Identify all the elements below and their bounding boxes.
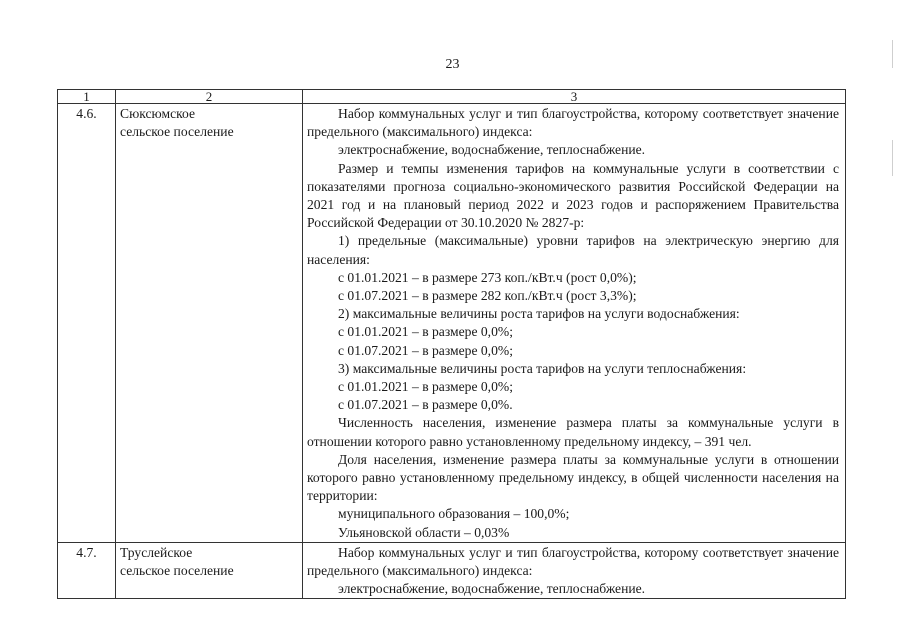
row-number: 4.7.	[58, 542, 116, 599]
paragraph: Численность населения, изменение размера платы за коммунальные услуги в отношении которого равно установленному предельному индексу, – 391 чел.	[307, 415, 839, 449]
table-row	[58, 542, 846, 599]
paragraph: электроснабжение, водоснабжение, теплоснабжение.	[338, 581, 646, 597]
settlement-name-line: Труслейское	[120, 544, 193, 560]
paragraph: Доля населения, изменение размера платы за коммунальные услуги в отношении которого равно установленному предельному индексу, в общей численности населения на территории:	[307, 451, 839, 504]
paragraph: электроснабжение, водоснабжение, теплоснабжение.	[338, 142, 646, 158]
paragraph: Набор коммунальных услуг и тип благоустройства, которому соответствует значение предельного (максимального) индекса:	[307, 544, 839, 579]
row-content	[303, 104, 846, 543]
paragraph: Набор коммунальных услуг и тип благоустройства, которому соответствует значение предельного (максимального) индекса:	[307, 106, 839, 140]
settlement-name-line: сельское поселение	[120, 124, 234, 140]
settlement-name-line: Сюксюмское	[120, 106, 196, 121]
settlement-name	[116, 104, 303, 543]
paragraph: Размер и темпы изменения тарифов на коммунальные услуги в соответствии с показателями прогноза социально-экономического развития Российской Федерации на 2021 год и на плановый период 2022 и 2023 годов и распоряжением Правительства Российской Федерации от 30.10.2020 № 2827-р:	[307, 160, 839, 231]
paragraph: муниципального образования – 100,0%;	[338, 506, 570, 522]
paragraph: с 01.07.2021 – в размере 282 коп./кВт.ч (рост 3,3%);	[338, 288, 637, 304]
settlement-name	[116, 542, 303, 599]
header-cell-1: 1	[58, 90, 116, 104]
paragraph: с 01.01.2021 – в размере 0,0%;	[338, 324, 513, 340]
tariff-table	[57, 89, 846, 599]
paragraph: 3) максимальные величины роста тарифов на услуги теплоснабжения:	[338, 360, 747, 376]
row-content	[303, 542, 846, 599]
paragraph: с 01.07.2021 – в размере 0,0%.	[338, 397, 513, 413]
paragraph: 2) максимальные величины роста тарифов на услуги водоснабжения:	[338, 306, 740, 322]
header-cell-2: 2	[116, 90, 303, 104]
paragraph: с 01.07.2021 – в размере 0,0%;	[338, 342, 513, 358]
row-number: 4.6.	[58, 104, 116, 543]
paragraph: Ульяновской области – 0,03%	[338, 524, 510, 540]
paragraph: с 01.01.2021 – в размере 0,0%;	[338, 379, 513, 395]
paragraph: 1) предельные (максимальные) уровни тарифов на электрическую энергию для населения:	[307, 233, 839, 267]
scan-artifact	[892, 40, 893, 68]
settlement-name-line: сельское поселение	[120, 563, 234, 579]
header-cell-3: 3	[303, 90, 846, 104]
table-header-row	[58, 90, 846, 104]
scan-artifact	[892, 140, 893, 176]
paragraph: с 01.01.2021 – в размере 273 коп./кВт.ч (рост 0,0%);	[338, 269, 637, 285]
table-row	[58, 104, 846, 543]
page-number: 23	[445, 57, 460, 72]
